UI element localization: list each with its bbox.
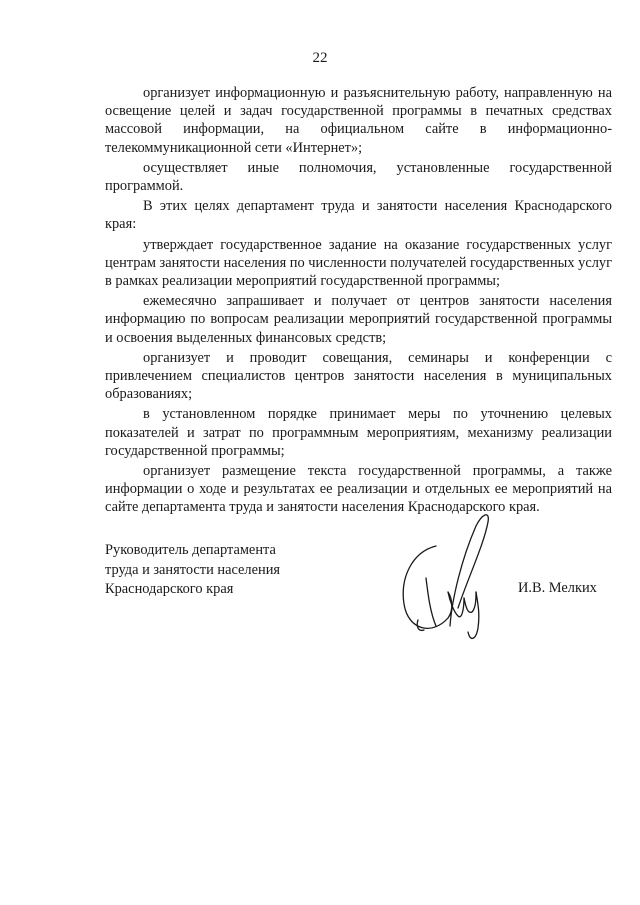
paragraph-8: организует размещение текста государственной программы, а также информации о ходе и результатах ее реализации и отдельных ее мероприятий на сайте департамента труда и занятости населения Краснодарского края. [105,463,612,516]
signatory-position-line-3: Краснодарского края [105,581,234,597]
page-number: 22 [312,50,328,66]
handwritten-signature [392,508,500,648]
paragraph-2: осуществляет иные полномочия, установленные государственной программой. [105,159,612,195]
signatory-position-line-1: Руководитель департамента [105,542,276,558]
signatory-position [105,541,280,600]
paragraph-3: В этих целях департамент труда и занятости населения Краснодарского края: [105,198,612,233]
paragraph-4: утверждает государственное задание на оказание государственных услуг центрам занятости населения по численности получателей государственных услуг в рамках реализации мероприятий государственной программы; [105,236,612,290]
paragraph-5: ежемесячно запрашивает и получает от центров занятости населения информацию по вопросам реализации мероприятий государственной программы и освоения выделенных финансовых средств; [105,293,612,346]
document-body [105,84,612,519]
paragraph-6: организует и проводит совещания, семинары и конференции с привлечением специалистов центров занятости населения в муниципальных образованиях; [105,349,612,403]
signatory-position-line-2: труда и занятости населения [105,561,281,578]
paragraph-1: организует информационную и разъяснительную работу, направленную на освещение целей и задач государственной программы в печатных средствах массовой информации, на официальном сайте в информационно-телекоммуникационной сети «Интернет»; [105,85,612,156]
paragraph-7: в установленном порядке принимает меры по уточнению целевых показателей и затрат по программным мероприятиям, механизму реализации государственной программы; [105,406,612,459]
signatory-name: И.В. Мелких [518,580,597,596]
